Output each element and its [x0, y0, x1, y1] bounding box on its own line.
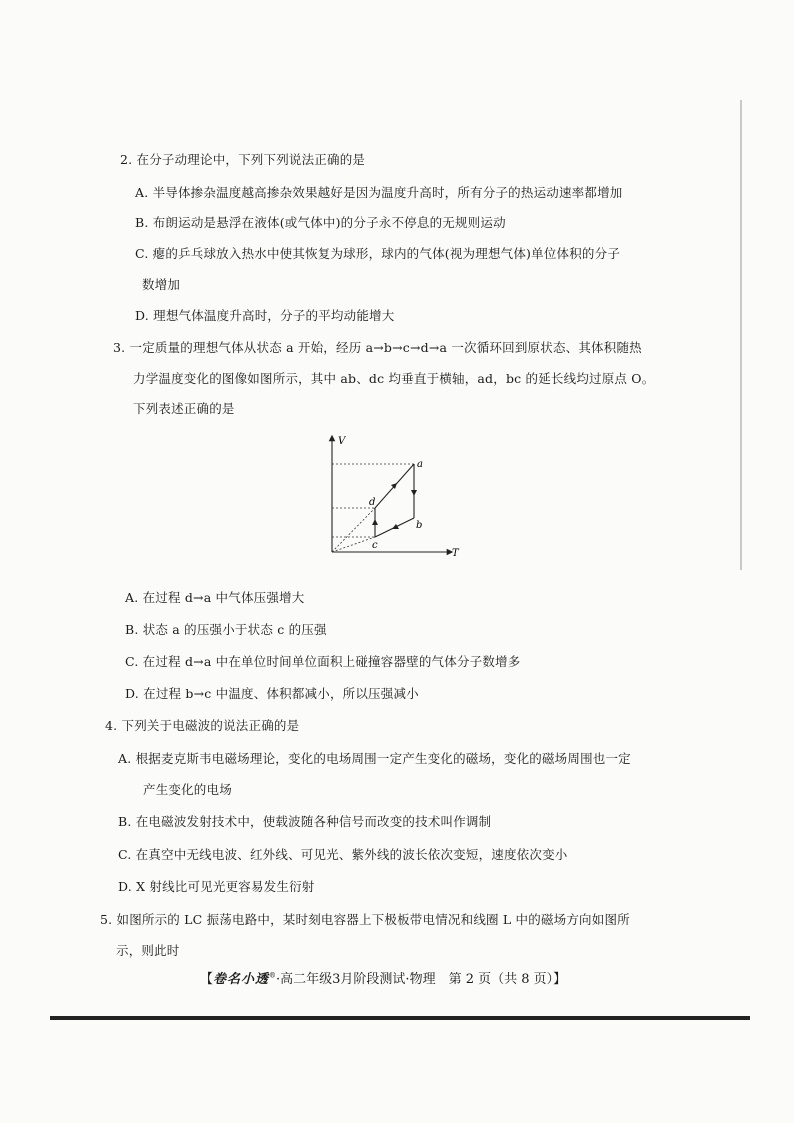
point-d-label: d — [369, 497, 376, 508]
q3-stem-line2: 力学温度变化的图像如图所示，其中 ab、dc 均垂直于横轴，ad，bc 的延长线均过原点 O。 — [133, 371, 655, 386]
q4-option-c: C. 在真空中无线电波、红外线、可见光、紫外线的波长依次变短，速度依次变小 — [118, 847, 568, 862]
scan-edge-shadow — [740, 100, 742, 570]
registered-mark: ® — [269, 971, 277, 980]
footer-open-bracket: 【 — [200, 972, 214, 987]
q2-option-c-cont: 数增加 — [142, 277, 181, 292]
q3-option-b: B. 状态 a 的压强小于状态 c 的压强 — [125, 622, 327, 637]
q4-option-d: D. X 射线比可见光更容易发生衍射 — [118, 879, 315, 894]
brand-logo: 卷名小透 — [213, 972, 270, 987]
q4-option-a: A. 根据麦克斯韦电磁场理论，变化的电场周围一定产生变化的磁场，变化的磁场周围也一定 — [118, 751, 631, 766]
q4-option-b: B. 在电磁波发射技术中，使载波随各种信号而改变的技术叫作调制 — [118, 814, 492, 829]
point-c-label: c — [372, 540, 378, 551]
footer-text: ·高二年级3月阶段测试·物理 第 2 页（共 8 页）】 — [276, 972, 567, 987]
q2-option-a: A. 半导体掺杂温度越高掺杂效果越好是因为温度升高时，所有分子的热运动速率都增加 — [135, 185, 623, 200]
q2-option-d: D. 理想气体温度升高时，分子的平均动能增大 — [135, 308, 395, 323]
t-axis-label: T — [452, 548, 459, 559]
q3-option-c: C. 在过程 d→a 中在单位时间单位面积上碰撞容器壁的气体分子数增多 — [125, 654, 521, 669]
q2-option-b: B. 布朗运动是悬浮在液体(或气体中)的分子永不停息的无规则运动 — [135, 215, 506, 230]
v-axis-label: V — [338, 436, 346, 447]
q4-option-a-cont: 产生变化的电场 — [143, 782, 232, 797]
q3-stem-line3: 下列表述正确的是 — [133, 401, 235, 416]
q4-stem: 4. 下列关于电磁波的说法正确的是 — [105, 718, 300, 733]
bottom-rule — [50, 1016, 750, 1020]
point-a-label: a — [417, 459, 423, 470]
q3-option-a: A. 在过程 d→a 中气体压强增大 — [125, 590, 305, 605]
q3-stem-line1: 3. 一定质量的理想气体从状态 a 开始，经历 a→b→c→d→a 一次循环回到原状态、其体积随热 — [113, 340, 642, 355]
point-b-label: b — [416, 520, 423, 531]
q3-option-d: D. 在过程 b→c 中温度、体积都减小，所以压强减小 — [125, 686, 419, 701]
q3-vt-diagram — [318, 430, 468, 565]
q5-stem-line2: 示，则此时 — [116, 943, 180, 958]
q2-option-c: C. 瘪的乒乓球放入热水中使其恢复为球形，球内的气体(视为理想气体)单位体积的分子 — [135, 246, 621, 261]
q5-stem-line1: 5. 如图所示的 LC 振荡电路中，某时刻电容器上下极板带电情况和线圈 L 中的磁场方向如图所 — [100, 912, 630, 927]
page-footer — [200, 968, 566, 987]
q2-stem: 2. 在分子动理论中，下列下列说法正确的是 — [120, 152, 366, 167]
